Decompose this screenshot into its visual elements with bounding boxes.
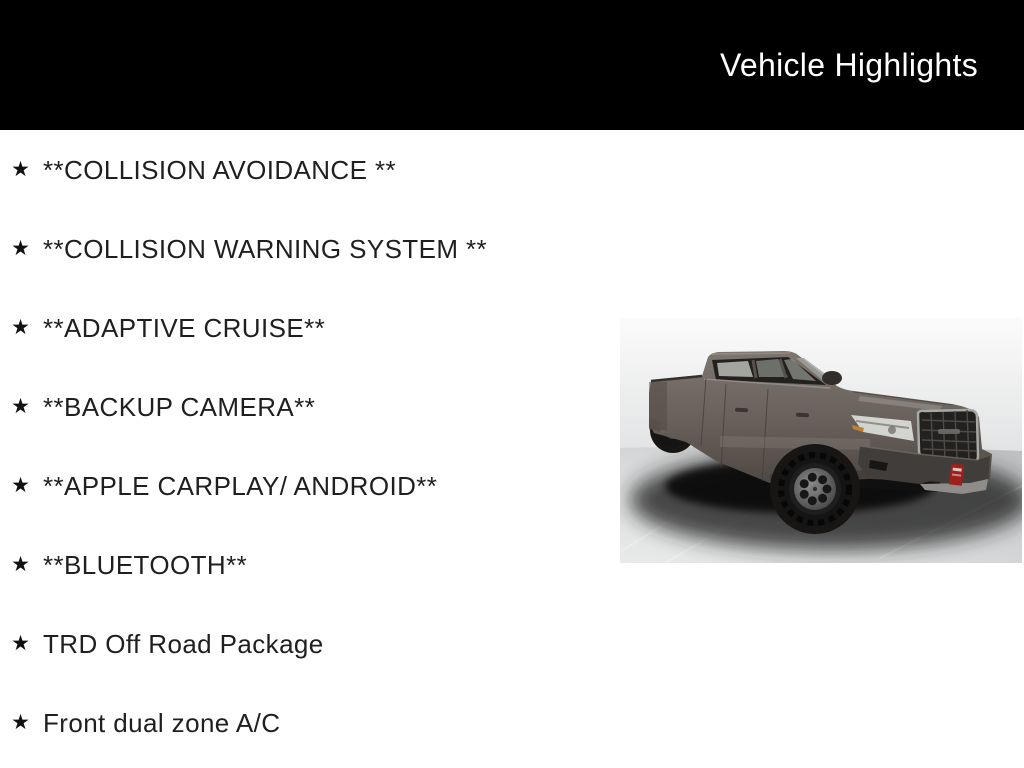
list-item [0,683,610,762]
star-icon: ★ [11,711,30,734]
list-item [0,130,610,209]
feature-label: **COLLISION WARNING SYSTEM ** [43,233,488,264]
feature-label: **BACKUP CAMERA** [43,391,316,422]
feature-label: TRD Off Road Package [43,628,324,659]
vehicle-photo [620,318,1022,563]
page-title: Vehicle Highlights [720,46,978,83]
feature-label: **BLUETOOTH** [43,549,248,580]
list-item [0,604,610,683]
list-item [0,525,610,604]
feature-label: **APPLE CARPLAY/ ANDROID** [43,470,438,501]
star-icon: ★ [11,237,30,260]
list-item [0,288,610,367]
star-icon: ★ [11,395,30,418]
feature-label: **ADAPTIVE CRUISE** [43,312,326,343]
star-icon: ★ [11,553,30,576]
list-item [0,367,610,446]
list-item [0,209,610,288]
highlights-list [0,130,610,762]
list-item [0,446,610,525]
feature-label: Front dual zone A/C [43,707,281,738]
star-icon: ★ [11,316,30,339]
feature-label: **COLLISION AVOIDANCE ** [43,154,397,185]
star-icon: ★ [11,632,30,655]
star-icon: ★ [11,158,30,181]
vehicle-photo-illustration [620,318,1022,563]
header-bar [0,0,1024,130]
star-icon: ★ [11,474,30,497]
